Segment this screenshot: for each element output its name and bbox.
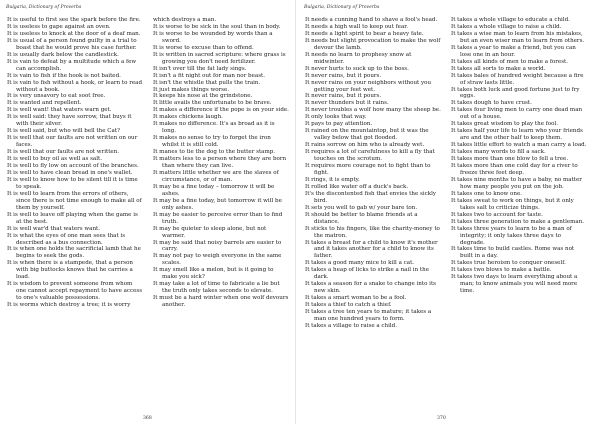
proverb-entry: It takes dough to have crust. [451, 100, 532, 107]
proverb-entry: It needs a light spirit to bear a heavy fate. [305, 30, 424, 37]
running-header: Bulgaria, Dictionary of Proverbs [304, 5, 380, 10]
proverb-entry: It rings, it is empty. [305, 176, 360, 183]
proverb-entry: It is worse to excuse than to offend. [153, 44, 254, 51]
proverb-entry: It is when there is a stampede, that a person with big buttocks knows that he carries a load. [7, 260, 133, 281]
proverb-entry: It is useless to gape against an oven. [7, 23, 111, 30]
proverb-entry: It only looks that way. [305, 114, 367, 121]
proverb-entry: It needs but slight provocation to make the wolf devour the lamb. [305, 37, 441, 51]
proverb-entry: It makes no difference. It's as broad as it is long. [153, 121, 275, 135]
proverb-entry: It should be better to blame friends at a distance. [305, 211, 418, 225]
proverb-entry: It never rains on your neighbors without you getting your feet wet. [305, 79, 432, 93]
proverb-entry: It may take a lot of time to fabricate a lie but the truth only takes seconds to elevate. [153, 281, 280, 295]
proverb-entry: It may be a fine today – tomorrow it will be ashes. [153, 183, 275, 197]
proverb-entry: It is when one holds the sacrificial lamb that he begins to seek the gods. [7, 246, 141, 260]
proverb-entry: It is what the eyes of one man sees that is described as a bus connection. [7, 232, 126, 246]
proverb-entry: It takes a thief to catch a thief. [305, 302, 392, 309]
proverb-entry: It is worse to be sick in the soul than in body. [153, 23, 281, 30]
proverb-entry: It takes all kinds of men to make a forest. [451, 58, 569, 65]
proverb-entry: It never thunders but it rains. [305, 100, 389, 107]
proverb-entry: It may be quieter to sleep alone, but not warmer. [153, 225, 267, 239]
proverb-entry: It takes little effort to watch a man carry a load. [451, 142, 587, 149]
proverb-entry: It takes two blows to make a battle. [451, 267, 552, 274]
proverb-entry: It is vain to defeat by a multitude which a few can accomplish. [7, 58, 137, 72]
proverb-entry: It takes a tree ten years to mature; it takes a man one hundred years to form. [305, 309, 432, 322]
proverb-entry: It makes no sense to try to forget the iron whilst it is still cold. [153, 135, 271, 149]
proverb-entry: It takes three generation to make a gentleman. [451, 218, 585, 225]
proverb-entry: It takes two to account for taste. [451, 211, 543, 218]
right-column-1 [305, 17, 441, 330]
page-number: 370 [437, 416, 446, 421]
proverb-entry: It takes great wisdom to play the fool. [451, 121, 559, 128]
proverb-entry: It is wanted and repellent. [7, 100, 82, 107]
proverb-entry: It takes a village to raise a child. [305, 322, 397, 329]
proverb-entry: It never rains, but it pours. [305, 72, 382, 79]
proverb-entry: It is well that our faults are not written. [7, 149, 120, 156]
proverb-entry: It requires more courage not to fight than to fight. [305, 163, 431, 176]
proverb-entry: It takes a breast for a child to know it's mother and it takes another for a child to know its father. [305, 239, 438, 260]
proverb-entry: It isn't over till the fat lady sings. [153, 65, 247, 72]
proverb-entry: It little avails the unfortunate to be brave. [153, 100, 272, 107]
proverb-entry: It is vain to fish without a hook, or learn to read without a book. [7, 79, 142, 93]
proverb-entry: It matters little whether we are the slaves of circumstance, or of man. [153, 169, 279, 183]
proverb-entry: It keeps his nose at the grindstone. [153, 93, 253, 100]
proverb-entry: It sticks to his fingers, like the charity-money to the matron. [305, 225, 440, 239]
proverb-entry: It takes two days to learn everything about a man; to know animals you will need more time. [451, 274, 578, 295]
proverb-entry: It takes true heroism to conquer oneself. [451, 260, 566, 267]
proverb-entry: It may be a fine today, but tomorrow it will be only ashes. [153, 197, 282, 211]
proverb-entry: It takes one to know one. [451, 190, 523, 197]
proverb-entry: It is well to learn from the errors of others, since there is not time enough to make all of them by yourself. [7, 190, 142, 211]
proverb-entry: It is written in sacred scripture: where grass is growing you don't need fertilizer. [153, 51, 286, 65]
proverb-entry: It is well to fly low on account of the branches. [7, 163, 139, 170]
proverb-entry: It is worms which destroy a tree; it is worry [7, 302, 131, 309]
proverb-entry: It rained on the mountaintop, but it was the valley below that got flooded. [305, 128, 429, 142]
proverb-entry: It is well said: they have sorrow, that buys it with their silver. [7, 114, 132, 128]
proverb-entry: It is worse to be wounded by words than a sword. [153, 30, 273, 44]
proverb-entry: It is very unsavory to eat soot free. [7, 93, 106, 100]
proverb-entry: It just makes things worse. [153, 86, 230, 93]
proverb-entry: It is usually dark below the candlestick. [7, 51, 119, 58]
proverb-entry: It may smell like a melon, but is it going to make you sick? [153, 267, 274, 281]
proverb-entry: It never rains, but it pours. [305, 93, 382, 100]
left-column-1 [7, 17, 143, 309]
proverb-entry: It makes a difference if the pope is on your side. [153, 107, 289, 114]
proverb-entry: It takes a whole village to raise a child. [451, 23, 562, 30]
proverb-entry: It pays to pay attention. [305, 121, 373, 128]
proverb-entry: It rolled like water off a duck's back. [305, 183, 409, 190]
proverb-entry: It matters less to a person where they are born than where they can live. [153, 156, 287, 170]
spine-divider [295, 0, 296, 424]
proverb-entry: It needs a cunning hand to shave a fool's head. [305, 17, 438, 23]
proverb-entry: It makes chickens laugh. [153, 114, 223, 121]
right-column-2 [451, 17, 587, 295]
proverb-entry: It may not pay to weigh everyone in the same scales. [153, 253, 282, 267]
right-page [300, 0, 590, 424]
proverb-entry: It takes many words to fill a sack. [451, 149, 546, 156]
proverb-entry: It takes a season for a snake to change into its new skin. [305, 281, 437, 295]
proverb-entry: It isn't a fit night out for man nor beast. [153, 72, 266, 79]
proverb-entry: It needs no learn to prophesy snow at midwinter. [305, 51, 412, 65]
proverb-entry: It takes both luck and good fortune just to fry eggs. [451, 86, 580, 100]
proverb-entry: It is well to buy oil as well as salt. [7, 156, 103, 163]
running-header: Bulgaria, Dictionary of Proverbs [6, 5, 82, 10]
proverb-entry: It is well said, but who will bell the Cat? [7, 128, 121, 135]
proverb-entry: It takes a heap of licks to strike a nail in the dark. [305, 267, 429, 281]
proverb-entry: It is well to leave off playing when the game is at the best. [7, 211, 138, 225]
proverb-entry: It takes more than one cold day for a river to freeze three feet deep. [451, 163, 578, 176]
proverb-entry: It takes a year to make a friend, but you can lose one in an hour. [451, 44, 576, 58]
proverb-entry: It is well to know how to be silent till it is time to speak. [7, 176, 138, 190]
proverb-entry: It takes half your life to learn who your friends are and the other half to keep them. [451, 128, 583, 142]
proverb-entry: It takes sweat to work on things, but it only takes salt to criticize things. [451, 197, 574, 211]
proverb-entry: It takes bales of hundred weight because a fire of straw lasts little. [451, 72, 584, 86]
proverb-entry: It rains sorrow on him who is already wet. [305, 142, 425, 149]
proverb-entry: It never troubles a wolf how many the sheep be. [305, 107, 441, 114]
proverb-entry: It is well that our faults are not written on our faces. [7, 135, 138, 149]
proverb-entry: It takes all sorts to make a world. [451, 65, 546, 72]
proverb-entry: It takes more than one blow to fell a tree. [451, 156, 569, 163]
proverb-entry: It never hurts to suck up to the boss. [305, 65, 409, 72]
proverb-entry: It takes a whole village to educate a child. [451, 17, 570, 23]
proverb-entry: It takes time to build castles. Rome was not built in a day. [451, 246, 575, 260]
proverb-entry: It takes a good many mice to kill a cat. [305, 260, 415, 267]
proverb-entry: It takes three years to learn to be a man of integrity; it only takes three days to degrade. [451, 225, 572, 246]
proverb-entry: It's the discontented fish that envies the sickly bird. [305, 190, 436, 204]
proverb-entry: It takes nine months to have a baby, no matter how many people you put on the job. [451, 176, 582, 190]
proverb-entry: It manes to tie the dog to the butter stamp. [153, 149, 276, 156]
proverb-entry: It must be a hard winter when one wolf devours another. [153, 295, 289, 309]
proverb-entry: It is well war'd that waters want. [7, 225, 101, 232]
proverb-entry: It needs a high wall to keep out fear. [305, 23, 409, 30]
left-column-2 [153, 17, 289, 309]
proverb-entry: It is useless to knock at the door of a deaf man. [7, 30, 141, 37]
proverb-entry: It may be easier to perceive error than to find truth. [153, 211, 283, 225]
proverb-entry: It is vain to fish if the hook is not baited. [7, 72, 121, 79]
proverb-entry: It isn't the whistle that pulls the train. [153, 79, 261, 86]
proverb-entry: It is wisdom to prevent someone from whom one cannot accept repayment to have access to one's valuable possessions. [7, 281, 143, 302]
proverb-entry: It sets you well to gab w/ your bare ton. [305, 204, 418, 211]
proverb-entry: which destroys a man. [153, 17, 217, 23]
left-page [0, 0, 290, 424]
proverb-entry: It is well want! that waters warn get. [7, 107, 112, 114]
proverb-entry: It may be said that noisy barrels are easier to carry. [153, 239, 282, 253]
page-number: 368 [143, 416, 152, 421]
proverb-entry: It is well to have clean bread in one's wallet. [7, 169, 133, 176]
proverb-entry: It is useful to first see the spark before the fire. [7, 17, 141, 23]
proverb-entry: It requires a lot of carefulness to kill a fly that touches on the scrotum. [305, 149, 435, 163]
proverb-entry: It takes a wise man to learn from his mistakes, but an even wiser man to learn from others. [451, 30, 585, 44]
proverb-entry: It takes a smart woman to be a fool. [305, 295, 407, 302]
proverb-entry: It is usual of a person found guilty in a trial to boast that he would prove his case further. [7, 37, 137, 51]
proverb-entry: It takes four living men to carry one dead man out of a house. [451, 107, 583, 121]
